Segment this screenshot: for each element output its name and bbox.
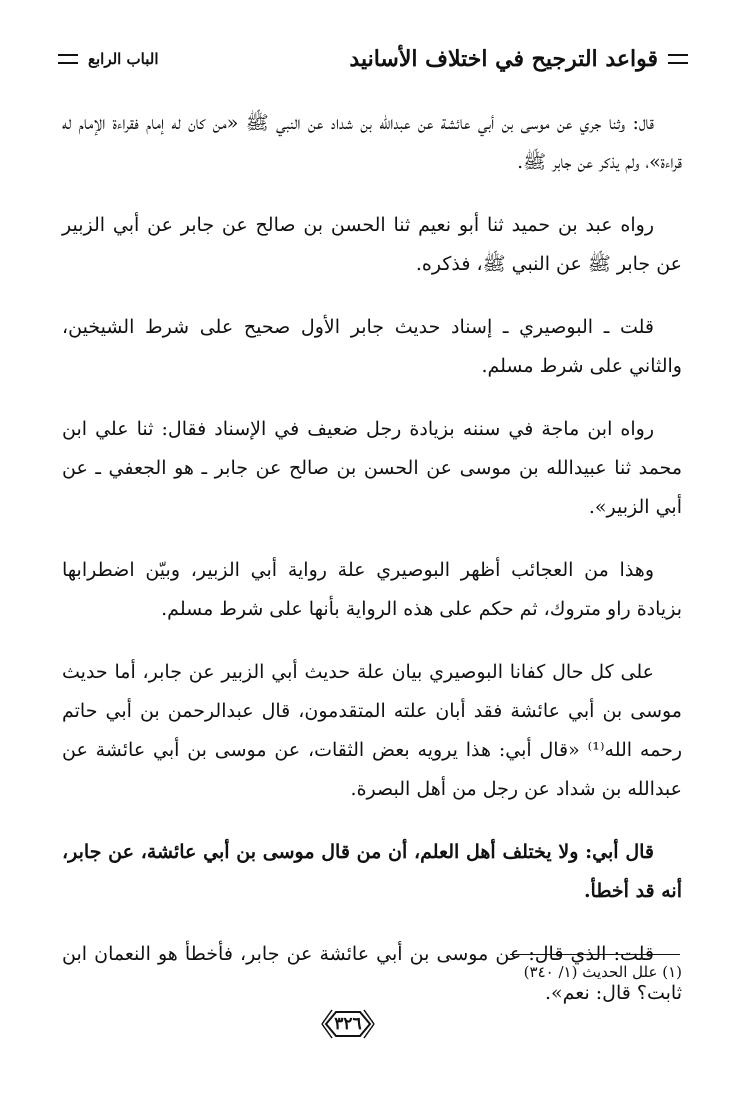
paragraph: قال أبي: ولا يختلف أهل العلم، أن من قال موسى بن أبي عائشة، عن جابر، أنه قد أخطأ. [62, 841, 682, 902]
book-title: قواعد الترجيح في اختلاف الأسانيد [349, 46, 658, 72]
paragraph: رواه عبد بن حميد ثنا أبو نعيم ثنا الحسن بن صالح عن جابر عن أبي الزبير عن جابر ﷺ عن النبي ﷺ، فذكره. [62, 214, 682, 275]
page-number-badge [320, 1008, 376, 1040]
paragraph: وهذا من العجائب أظهر البوصيري علة رواية أبي الزبير، وبيّن اضطرابها بزيادة راو متروك، ثم حكم على هذه الرواية بأنها على شرط مسلم. [62, 559, 682, 620]
paragraph: رواه ابن ماجة في سننه بزيادة رجل ضعيف في الإسناد فقال: ثنا علي ابن محمد ثنا عبيدالله بن موسى عن الحسن بن صالح عن جابر ـ هو الجعفي ـ عن أبي الزبير». [62, 418, 682, 518]
chapter-title: الباب الرابع [88, 50, 159, 68]
page-number: ٣٢٦ [334, 1014, 362, 1034]
footnote-divider [510, 954, 680, 955]
main-text [62, 104, 682, 1037]
paragraph: قلت ـ البوصيري ـ إسناد حديث جابر الأول صحيح على شرط الشيخين، والثاني على شرط مسلم. [62, 316, 682, 377]
header-chapter-group [58, 50, 159, 68]
footnote: (١) علل الحديث (١/ ٣٤٠) [523, 963, 682, 981]
header-ornament [58, 54, 78, 64]
paragraph: قال: وثنا جري عن موسى بن أبي عائشة عن عبدالله بن شداد عن النبي ﷺ «من كان له إمام فقراءة الإمام له قراءة»، ولم يذكر عن جابر ﷺ. [62, 112, 682, 173]
running-header [58, 38, 688, 80]
paragraph: على كل حال كفانا البوصيري بيان علة حديث أبي الزبير عن جابر، أما حديث موسى بن أبي عائشة فقد أبان علته المتقدمون، قال عبدالرحمن بن أبي حاتم رحمه الله⁽¹⁾ «قال أبي: هذا يرويه بعض الثقات، عن موسى بن أبي عائشة عن عبدالله بن شداد عن رجل من أهل البصرة. [62, 661, 682, 800]
header-ornament [668, 54, 688, 64]
paragraph: قلت: الذي قال: عن موسى بن أبي عائشة عن جابر، فأخطأ هو النعمان ابن ثابت؟ قال: نعم». [62, 943, 682, 1004]
header-title-group [349, 46, 688, 72]
